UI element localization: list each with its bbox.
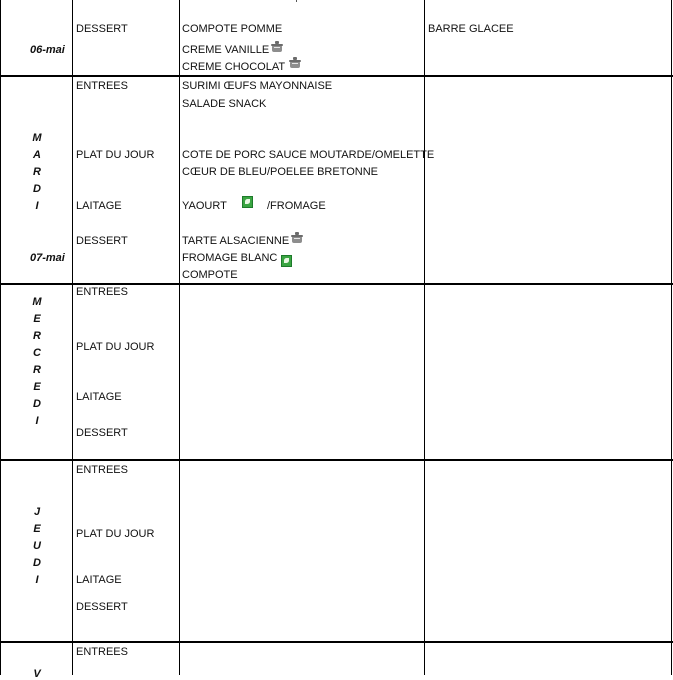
date-label: 06-mai [30,44,65,56]
course-label: PLAT DU JOUR [76,149,155,161]
course-label: DESSERT [76,23,128,35]
day-letter: R [33,364,41,376]
day-letter: D [33,183,41,195]
day-letter: D [33,557,41,569]
course-label: PLAT DU JOUR [76,528,155,540]
menu-item: TARTE ALSACIENNE [182,235,290,247]
course-label: ENTREES [76,286,128,298]
day-letter: V [33,668,41,680]
day-letter: J [33,506,41,518]
menu-item: YAOURT [182,200,227,212]
course-label: ENTREES [76,80,128,92]
organic-label-icon [242,196,253,208]
column-border [72,0,73,675]
day-letter: A [33,149,41,161]
column-border [671,0,672,675]
date-label: 07-mai [30,252,65,264]
menu-item: COTE DE PORC SAUCE MOUTARDE/OMELETTE [182,149,435,161]
menu-item: SURIMI ŒUFS MAYONNAISE [182,80,333,92]
day-letter: I [35,200,39,212]
course-label: ENTREES [76,464,128,476]
course-label: DESSERT [76,427,128,439]
day-letter: M [32,132,42,144]
menu-item: CŒUR DE BLEU/POELEE BRETONNE [182,166,379,178]
row-border [0,75,673,77]
row-border [0,641,673,643]
course-label: LAITAGE [76,574,122,586]
day-letter: M [32,296,42,308]
day-letter: R [33,166,41,178]
row-border [0,283,673,285]
menu-item: CREME CHOCOLAT [182,61,286,73]
organic-label-icon [281,255,292,267]
cooking-pot-icon [288,57,302,69]
menu-item: SALADE SNACK [182,98,267,110]
column-border [179,0,180,675]
course-label: DESSERT [76,601,128,613]
menu-item: FROMAGE BLANC [182,252,278,264]
cooking-pot-icon [290,232,304,244]
course-label: PLAT DU JOUR [76,341,155,353]
clipped-text-fragment [296,0,297,2]
day-letter: E [33,313,41,325]
course-label: LAITAGE [76,200,122,212]
alternative-item: BARRE GLACEE [428,23,514,35]
day-letter: E [33,381,41,393]
day-letter: U [33,540,41,552]
course-label: DESSERT [76,235,128,247]
day-letter: I [35,574,39,586]
column-border [0,0,1,675]
menu-item: COMPOTE POMME [182,23,283,35]
menu-item: CREME VANILLE [182,44,270,56]
menu-item: COMPOTE [182,269,238,281]
row-border [0,459,673,461]
day-letter: I [35,415,39,427]
menu-item: /FROMAGE [267,200,326,212]
column-border [424,0,425,675]
day-letter: D [33,398,41,410]
course-label: ENTREES [76,646,128,658]
course-label: LAITAGE [76,391,122,403]
day-letter: C [33,347,41,359]
cooking-pot-icon [270,41,284,53]
day-letter: R [33,330,41,342]
day-letter: E [33,523,41,535]
